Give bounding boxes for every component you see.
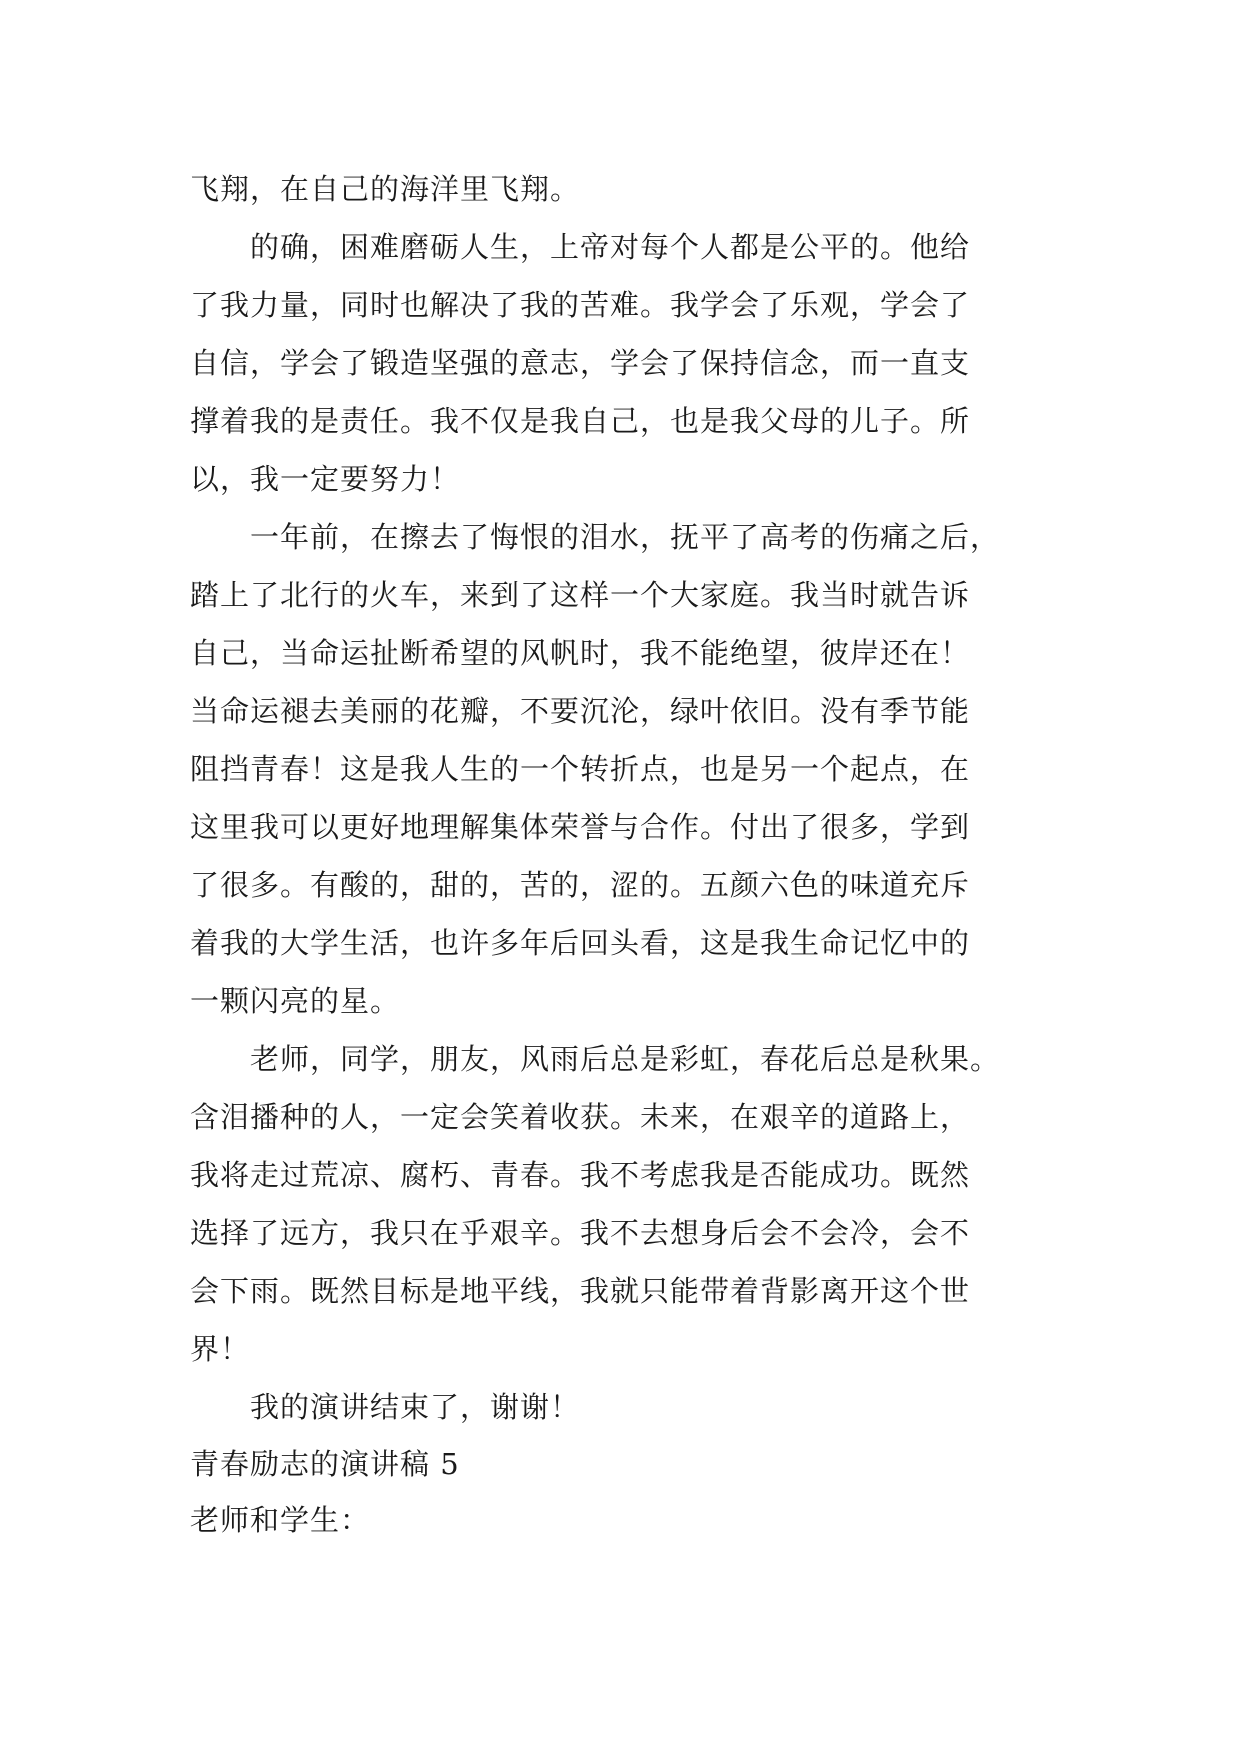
text-line: 我将走过荒凉、腐朽、青春。我不考虑我是否能成功。既然 [190,1158,971,1192]
text-line: 含泪播种的人，一定会笑着收获。未来，在艰辛的道路上， [190,1100,971,1134]
text-line: 以，我一定要努力！ [190,462,461,496]
text-line: 撑着我的是责任。我不仅是我自己，也是我父母的儿子。所 [190,404,971,438]
text-line: 自己，当命运扯断希望的风帆时，我不能绝望，彼岸还在！ [190,636,971,670]
text-line: 踏上了北行的火车，来到了这样一个大家庭。我当时就告诉 [190,578,971,612]
text-line: 阻挡青春！这是我人生的一个转折点，也是另一个起点，在 [190,752,971,786]
text-line: 会下雨。既然目标是地平线，我就只能带着背影离开这个世 [190,1274,971,1308]
text-line: 界！ [190,1332,251,1366]
section-heading: 青春励志的演讲稿 5 [190,1447,460,1481]
text-line: 自信，学会了锻造坚强的意志，学会了保持信念，而一直支 [190,346,971,380]
text-line: 着我的大学生活，也许多年后回头看，这是我生命记忆中的 [190,926,971,960]
document-body [190,160,1070,1548]
text-line: 飞翔，在自己的海洋里飞翔。 [190,172,581,206]
text-line: 这里我可以更好地理解集体荣誉与合作。付出了很多，学到 [190,810,971,844]
text-line: 一颗闪亮的星。 [190,984,401,1018]
text-line: 的确，困难磨砺人生，上帝对每个人都是公平的。他给 [190,230,971,264]
text-line: 一年前，在擦去了悔恨的泪水，抚平了高考的伤痛之后， [190,520,1001,554]
text-line: 老师，同学，朋友，风雨后总是彩虹，春花后总是秋果。 [190,1042,1001,1076]
text-line: 当命运褪去美丽的花瓣，不要沉沦，绿叶依旧。没有季节能 [190,694,971,728]
salutation: 老师和学生： [190,1503,371,1537]
text-line: 了很多。有酸的，甜的，苦的，涩的。五颜六色的味道充斥 [190,868,971,902]
text-line: 我的演讲结束了，谢谢！ [190,1390,581,1424]
text-line: 选择了远方，我只在乎艰辛。我不去想身后会不会冷，会不 [190,1216,971,1250]
text-line: 了我力量，同时也解决了我的苦难。我学会了乐观，学会了 [190,288,971,322]
